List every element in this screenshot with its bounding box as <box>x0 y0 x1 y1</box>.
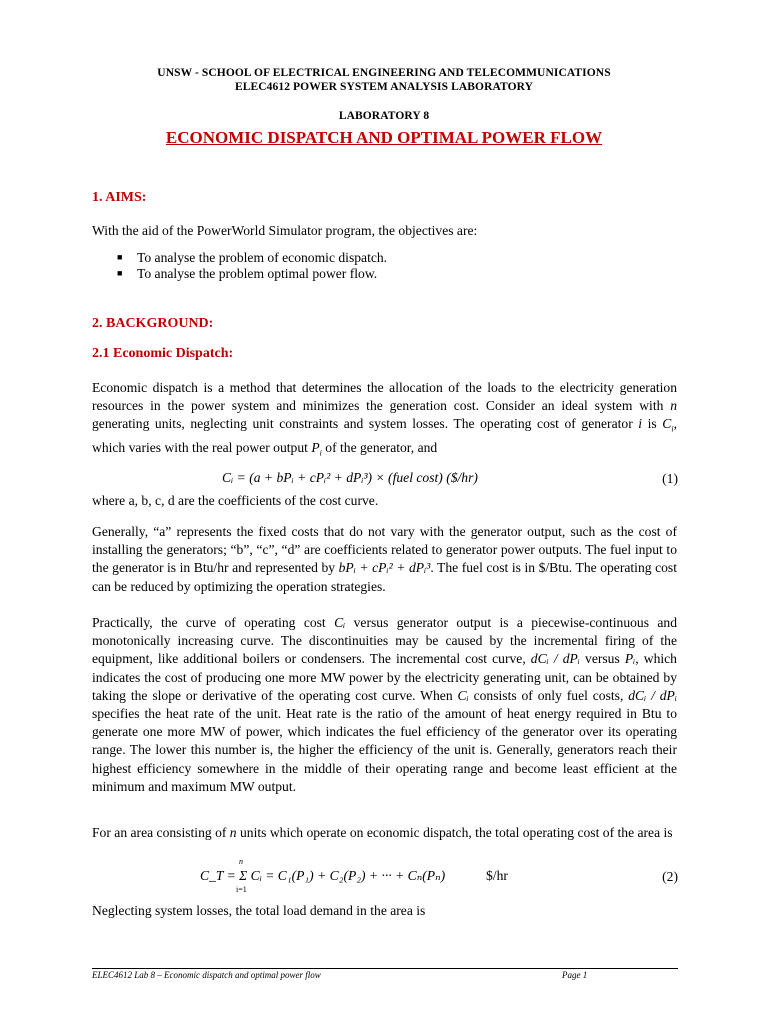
equation-1-number: (1) <box>662 471 678 486</box>
header-school: UNSW - SCHOOL OF ELECTRICAL ENGINEERING AND TELECOMMUNICATIONS <box>157 67 611 79</box>
equation-2-unit: $/hr <box>486 868 508 883</box>
paragraph-2: Generally, “a” represents the fixed costs that do not vary with the generator output, such as the cost of installing the generators; “b”, “c”, “d” are coefficients related to generator power outputs. The fuel input to the generator is in Btu/hr and represented by bPᵢ + cPᵢ² + dPᵢ³. The fuel cost is in $/Btu. The operating cost can be reduced by optimizing the operation strategies. <box>92 524 677 594</box>
header-lab: LABORATORY 8 <box>338 110 430 122</box>
paragraph-4: For an area consisting of n units which operate on economic dispatch, the total operating cost of the area is <box>92 825 673 840</box>
paragraph-5: Neglecting system losses, the total load demand in the area is <box>92 903 426 918</box>
page-title: ECONOMIC DISPATCH AND OPTIMAL POWER FLOW <box>165 128 603 147</box>
equation-1: Cᵢ = (a + bPᵢ + cPᵢ² + dPᵢ³) × (fuel cost) ($/hr) <box>222 470 478 485</box>
subsection-economic-dispatch: 2.1 Economic Dispatch: <box>92 346 234 361</box>
paragraph-3: Practically, the curve of operating cost Cᵢ versus generator output is a piecewise-continuous and monotonically increasing curve. The discontinuities may be caused by the incremental firing of the equipment, like additional boilers or condensers. The incremental cost curve, dCᵢ / dPᵢ versus Pᵢ, which indicates the cost of producing one more MW power by the electricity generating unit, can be obtained by taking the slope or derivative of the operating cost curve. When Cᵢ consists of only fuel costs, dCᵢ / dPᵢ specifies the heat rate of the unit. Heat rate is the ratio of the amount of heat energy required in Btu to generate one more MW of power, which indicates the fuel efficiency of the generator over its operating range. The lower this number is, the higher the efficiency of the unit is. Generally, generators reach their highest efficiency somewhere in the middle of their operating range and become least efficient at the minimum and maximum MW output. <box>92 615 678 794</box>
bullet-icon: ■ <box>117 268 123 278</box>
aims-intro: With the aid of the PowerWorld Simulator program, the objectives are: <box>92 223 478 238</box>
section-background-heading: 2. BACKGROUND: <box>92 316 214 331</box>
bullet-icon: ■ <box>117 252 123 262</box>
section-aims-heading: 1. AIMS: <box>92 190 147 205</box>
equation-2: C_T = Σ Cᵢ = C₁(P₁) + C₂(P₂) + ··· + Cₙ(Pₙ) <box>200 868 446 883</box>
footer-page: Page 1 <box>562 970 588 980</box>
footer-left: ELEC4612 Lab 8 – Economic dispatch and optimal power flow <box>92 970 321 980</box>
sum-upper-limit: n <box>239 857 243 866</box>
sum-lower-limit: i=1 <box>236 885 247 894</box>
paragraph-1: Economic dispatch is a method that determines the allocation of the loads to the electricity generation resources in the power system and minimizes the generation cost. Consider an ideal system with n generating units, neglecting unit constraints and system losses. The operating cost of generator i is $C_i$, which varies with the real power output $P_i$ of the generator, and <box>92 380 678 459</box>
footer-rule <box>92 968 678 969</box>
list-item: ■ To analyse the problem of economic dispatch. <box>117 250 388 265</box>
equation-2-number: (2) <box>662 869 678 884</box>
list-item: ■ To analyse the problem optimal power flow. <box>117 266 378 281</box>
coefficients-note: where a, b, c, d are the coefficients of the cost curve. <box>92 493 379 508</box>
header-course: ELEC4612 POWER SYSTEM ANALYSIS LABORATORY <box>234 81 534 93</box>
